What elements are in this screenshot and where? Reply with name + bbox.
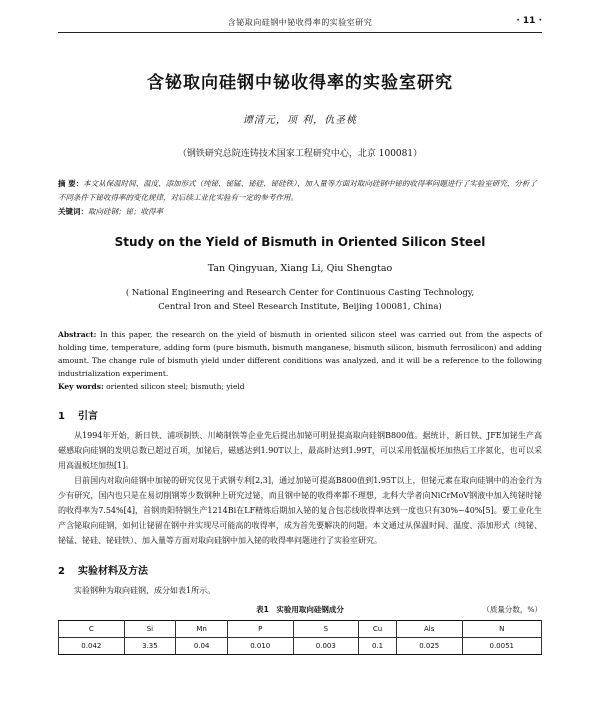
chinese-abstract-label: 摘 要： bbox=[58, 179, 84, 188]
table-cell: 0.0051 bbox=[462, 638, 542, 655]
section-title: 引言 bbox=[78, 411, 98, 422]
english-abstract-text: In this paper, the research on the yield of bismuth in oriented silicon steel was carried out from the aspects of holding time, temperature, adding form (pure bismuth, bismuth manganese, bismuth silicon, bismuth ferrosilicon) and adding amount. The change rule of bismuth yield under different conditions was analyzed, and it will be a reference to the following industrialization experiment. bbox=[58, 330, 542, 378]
running-title: 含铋取向硅钢中铋收得率的实验室研究 bbox=[227, 18, 373, 27]
chinese-keywords bbox=[58, 205, 542, 219]
table-cell: 0.010 bbox=[227, 638, 293, 655]
section-heading-introduction bbox=[58, 407, 542, 422]
table-header-cell: Als bbox=[396, 621, 462, 638]
table-header-cell: Si bbox=[124, 621, 176, 638]
english-affiliation-line: Central Iron and Steel Research Institute, Beijing 100081, China) bbox=[158, 302, 442, 312]
section-body-introduction bbox=[58, 428, 542, 548]
english-keywords bbox=[58, 380, 542, 393]
section-title: 实验材料及方法 bbox=[78, 566, 148, 577]
english-abstract-label: Abstract: bbox=[58, 330, 97, 339]
chinese-keywords-text: 取向硅钢；铋；收得率 bbox=[88, 207, 163, 216]
table-cell: 0.042 bbox=[59, 638, 125, 655]
chinese-abstract-text: 本文从保温时间、温度、添加形式（纯铋、铋锰、铋硅、铋硅铁）、加入量等方面对取向硅钢中铋的收得率问题进行了实验室研究，分析了不同条件下铋收得率的变化规律，对后续工业化实验有一定的参考作用。 bbox=[58, 179, 537, 202]
table-header-cell: N bbox=[462, 621, 542, 638]
chinese-keywords-label: 关键词： bbox=[58, 207, 88, 216]
section-number: 1 bbox=[58, 411, 65, 422]
running-header bbox=[58, 0, 542, 33]
english-keywords-label: Key words: bbox=[58, 382, 104, 391]
paragraph: 从1994年开始，新日铁、浦项制铁、川崎制铁等企业先后提出加铋可明显提高取向硅钢B800值。据统计，新日铁、JFE加铋生产高磁感取向硅钢的发明总数已超过百项，加铋后，磁感达到1.90T以上，最高时达到1.99T，可以采用低温板坯加热后工序氮化，也可以采用高温板坯加热[1]。 bbox=[58, 431, 542, 470]
english-keywords-text: oriented silicon steel; bismuth; yield bbox=[106, 382, 245, 391]
table-header-cell: C bbox=[59, 621, 125, 638]
table-header-cell: Mn bbox=[176, 621, 228, 638]
section-number: 2 bbox=[58, 566, 65, 577]
table-cell: 0.025 bbox=[396, 638, 462, 655]
table-unit: （质量分数，%） bbox=[482, 605, 542, 614]
paragraph: 实验钢种为取向硅钢，成分如表1所示。 bbox=[74, 586, 216, 595]
english-abstract bbox=[58, 328, 542, 380]
table-header-row bbox=[59, 621, 542, 638]
table-header-cell: S bbox=[293, 621, 359, 638]
chinese-abstract bbox=[58, 177, 542, 205]
chinese-authors: 谭清元，项 利，仇圣桃 bbox=[242, 115, 358, 126]
section-heading-materials-methods bbox=[58, 562, 542, 577]
english-authors: Tan Qingyuan, Xiang Li, Qiu Shengtao bbox=[207, 263, 393, 274]
table-header-cell: Cu bbox=[359, 621, 397, 638]
table-cell: 0.1 bbox=[359, 638, 397, 655]
table-header-cell: P bbox=[227, 621, 293, 638]
table-caption-row bbox=[58, 604, 542, 618]
chinese-affiliation: （钢铁研究总院连铸技术国家工程研究中心，北京 100081） bbox=[177, 149, 423, 159]
composition-table bbox=[58, 620, 542, 655]
english-title: Study on the Yield of Bismuth in Oriented Silicon Steel bbox=[114, 235, 486, 249]
paragraph: 目前国内对取向硅钢中加铋的研究仅见于武钢专利[2,3]，通过加铋可提高B800值到1.95T以上，但铋元素在取向硅钢中的冶金行为少有研究，国内也只是在易切削钢等少数钢种上研究过铋，而且钢中铋的收得率都不理想，北科大学者向NiCrMoV钢液中加入纯铋时铋的收得率为7.54%[4]，首钢贵阳特钢生产1214Bi在LF精炼后期加入铋的复合包芯线收得率达到一度也只有30%~40%[5]。要工业化生产含铋取向硅钢，如何让铋留在钢中并实现尽可能高的收得率，成为首先要解决的问题。本文通过从保温时间、温度、添加形式（纯铋、铋锰、铋硅、铋硅铁）、加入量等方面对取向硅钢中加入铋的收得率问题进行了实验室研究。 bbox=[58, 476, 542, 545]
english-affiliation bbox=[58, 286, 542, 314]
page-number: · 11 · bbox=[516, 16, 542, 26]
table-row bbox=[59, 638, 542, 655]
english-affiliation-line: ( National Engineering and Research Center for Continuous Casting Technology, bbox=[125, 288, 475, 298]
table-cell: 0.04 bbox=[176, 638, 228, 655]
table-cell: 0.003 bbox=[293, 638, 359, 655]
section-body-materials-methods bbox=[58, 583, 542, 598]
table-caption: 表1 实验用取向硅钢成分 bbox=[256, 605, 344, 614]
table-cell: 3.35 bbox=[124, 638, 176, 655]
chinese-title: 含铋取向硅钢中铋收得率的实验室研究 bbox=[147, 73, 453, 93]
